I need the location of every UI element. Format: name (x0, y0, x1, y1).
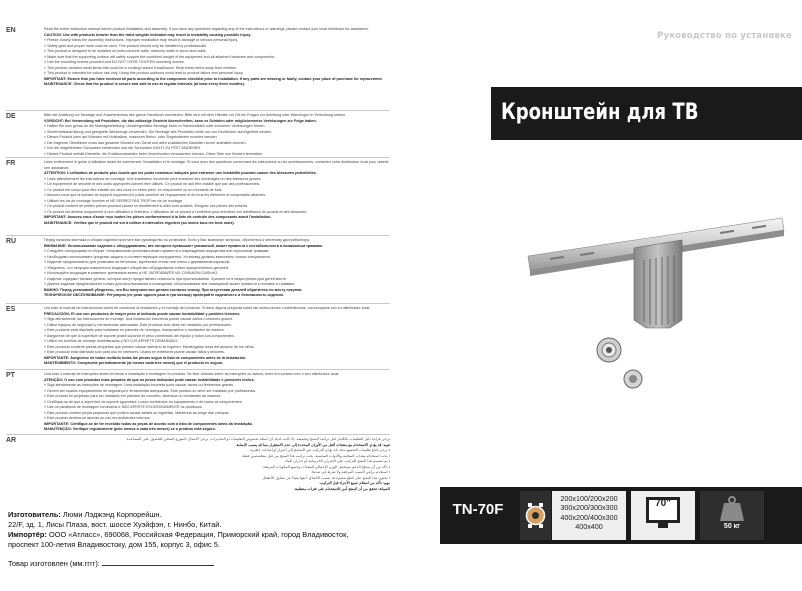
instruction-line: » Siga atentamente as instruções de montagem. Uma instalação incorreta pode causar danos ou ferimentos graves. (44, 383, 235, 387)
lang-code: PT (6, 372, 15, 379)
instruction-line: • تم تصميم هذا المنتج للتركيب على الجدران الخرسانية أو جدران البناء. (284, 459, 390, 463)
instruction-line: » Safety gear and proper tools must be used. This product should only be installed by professionals. (44, 43, 208, 48)
section-divider (6, 110, 390, 111)
instruction-line: » Используйте входящие в комплект крепежные винты и НЕ ЗАТЯГИВАЙТЕ ИХ СЛИШКОМ СИЛЬНО. (44, 271, 219, 275)
nut-icon (622, 368, 644, 390)
instruction-line: Lea todo el manual de instrucciones antes de comenzar la instalación y el montaje del producto. Si tiene alguna pregunta sobre las instrucciones o advertencias, comuníquese con su distribuidor local. (44, 306, 371, 310)
brand-subtitle: Руководство по установке (657, 31, 792, 41)
bracket-illustration (520, 170, 790, 370)
instruction-line: » Un équipement de sécurité et des outils appropriés doivent être utilisés. Ce produit ne doit être installé que par des professionnels. (44, 182, 261, 186)
instruction-line: IMPORTANTE: Asegúrese de haber recibido todas las piezas según la lista de componentes antes de la instalación. (44, 355, 247, 360)
section-divider (6, 235, 390, 236)
instruction-line: » This product is designed to be installed on solid concrete walls, masonry walls or wood stud walls. (44, 49, 207, 53)
instruction-line: ATENÇÃO: O uso com produtos mais pesados do que os pesos indicados pode causar instabilidade e possíveis lesões. (44, 377, 255, 382)
instruction-line: » Изделие содержит мелкие детали, которые могут представлять опасность при проглатывании. Храните их в недоступном для детей месте. (44, 276, 287, 281)
instruction-line: VORSICHT: Bei Verwendung mit Produkten, die das zulässige Gewicht überschreiten, kann es Schäden oder möglicherweise Verletzungen zur Folge haben. (44, 118, 317, 123)
instruction-line: » Nur die mitgelieferten Schrauben verwenden und die Schrauben NICHT ZU FEST ANZIEHEN. (44, 146, 202, 150)
instruction-line: » Utilice equipos de seguridad y herramientas adecuadas. Este producto solo debe ser instalado por profesionales. (44, 322, 232, 327)
instruction-line: » Make sure that the supporting surface will safely support the combined weight of the equipment and all attached hardware and components. (44, 54, 276, 59)
instruction-line: » Необходимо использовать средства защиты и соответствующие инструменты. Установку должны выполнять только специалисты. (44, 254, 272, 259)
date-blank (102, 558, 214, 566)
instruction-line: » Sicherheitsausrüstung und geeignete Werkzeuge verwenden. Die Montage des Produktes sollte nur von Fachleuten durchgeführt werden. (44, 129, 273, 134)
vesa-item: 400x200/400x300 (560, 512, 618, 522)
lang-text (44, 238, 390, 301)
vesa-list (552, 491, 626, 540)
instruction-line: الصيانة: تحقق من أن المنتج آمن للاستخدام على فترات منتظمة. (294, 486, 390, 491)
instruction-line: » Следуйте инструкциям по сборке. Неправильная установка может привести к повреждению имущества или серьезным травмам. (44, 249, 270, 253)
lang-code: DE (6, 113, 16, 120)
instruction-line: » Este produto destina-se apenas ao uso em ambientes internos. (44, 416, 151, 420)
instruction-line: • يحتوي هذا المنتج على قطع صغيرة قد تسبب الاختناق. أبقها بعيدًا عن متناول الأطفال. (261, 475, 390, 480)
lang-text (44, 306, 390, 367)
instruction-line: » Use the mounting screws provided and DO NOT OVER-TIGHTEN mounting screws. (44, 60, 185, 64)
instruction-line: » Este produto foi projetado para ser instalado em paredes de concreto, alvenaria ou montantes de madeira. (44, 394, 222, 398)
manufacturer-address: 22/F, зд. 1, Лисы Плаза, вост. шоссе Хуэйфэн, г. Нинбо, Китай. (8, 520, 222, 529)
section-divider (6, 434, 390, 435)
instruction-line: » Utilisez les vis de montage fournies et NE SERREZ PAS TROP les vis de montage. (44, 198, 184, 203)
instruction-line: » Ce produit est destiné uniquement à une utilisation à l'intérieur. L'utilisation de ce produit à l'extérieur peut entraîner une défaillance du produit et des blessures. (44, 209, 308, 214)
instruction-line: » Certifique-se de que a superfície de suporte aguentará o peso combinado do equipamento e de todos os componentes. (44, 399, 243, 404)
instruction-line: » Este producto está diseñado solo para uso en interiores. Usarlo en exteriores puede causar fallos y lesiones. (44, 350, 225, 354)
instruction-line: • يرجى اتباع تعليمات التجميع بدقة. قد يؤدي التركيب غير الصحيح إلى أضرار أو إصابات خطيرة. (249, 448, 390, 452)
weight-box (700, 491, 764, 540)
instruction-line: • استخدم براغي التثبيت المرفقة ولا تفرط في شدها. (311, 470, 390, 474)
instruction-line: MANTENIMIENTO: Compruebe periódicamente (al menos cada tres meses) que el producto es seguro. (44, 361, 224, 365)
instruction-line: Bitte die Anleitung vor Montage und Zusammenbau des ganze Handbuch durchlesen. Bitte sich mit dem Händler vor Ort bei Fragen zur Anleitung oder Warnungen in Verbindung setzen. (44, 113, 347, 117)
instruction-line: يرجى قراءة دليل التعليمات بالكامل قبل تركيب المنتج وتجميعه. إذا كانت لديك أي أسئلة بخصوص التعليمات أو التحذيرات، يرجى الاتصال بالموزع المحلي للحصول على المساعدة. (125, 437, 390, 441)
instruction-line: IMPORTANT: Ensure that you have received all parts according to the component checklist prior to installation. If any parts are missing or faulty, contact your place of purchase for replacement. (44, 76, 383, 81)
instruction-line: » This product contains small items that could be a choking hazard if swallowed. Keep these items away from children. (44, 65, 238, 70)
title-bar (491, 87, 802, 140)
instruction-line: » Dieses Produkt kann auf Wänden mit Holzbalken, massiven Beton- oder Ziegelwänden montiert werden. (44, 135, 218, 139)
instruction-line: » Данное изделие предназначено только для использования в помещении. Использование вне помещений может привести к поломке и травмам. (44, 282, 295, 286)
instruction-line: مهم: تأكد من استلام جميع الأجزاء قبل التركيب. (318, 481, 390, 485)
instruction-line: ВНИМАНИЕ: Использование изделия с оборудованием, вес которого превышает указанный, может привести к нестабильности и возможным травмам. (44, 243, 323, 248)
instruction-line: » Asegúrese de que la superficie de soporte podrá soportar el peso combinado del equipo y todos sus componentes. (44, 333, 235, 338)
instruction-line: » Este producto está diseñado para instalarse en paredes de hormigón, mampostería o montantes de madera. (44, 328, 225, 332)
lang-text (44, 113, 390, 155)
manufacturer-label: Изготовитель: (8, 510, 61, 519)
importer-text: ООО «Атласс», 690068, Российская Федерация, Приморский край, город Владивосток, (48, 530, 349, 539)
instruction-line: ВАЖНО: Перед установкой убедитесь, что Вы получили все детали согласно списку. При отсутствии деталей обратитесь по месту покупки. (44, 287, 303, 292)
vesa-pattern-icon (520, 491, 551, 540)
instruction-line: تنبيه: قد يؤدي الاستخدام مع منتجات أثقل من الأوزان المحددة إلى عدم الاستقرار مما قد يسبب الإصابة. (235, 442, 390, 447)
lang-code: ES (6, 306, 16, 313)
lang-text (44, 437, 390, 495)
instruction-line: » Please closely follow the assembly instructions. Improper installation may result in damage or serious personal injury. (44, 38, 239, 42)
instruction-line: » Dieses Produkt enthält Kleinteile, die Erstickungsgefahr beim Verschlucken verursachen können. Diese Teile von Kindern fernhalten. (44, 151, 264, 155)
date-label: Товар изготовлен (мм.гггг): (8, 559, 100, 568)
lang-text (44, 27, 390, 108)
instruction-line: » Utilice los tornillos de montaje suministrados y NO LOS APRIETE DEMASIADO. (44, 339, 179, 343)
instruction-line: » Lisez attentivement les instructions de montage. Une installation incorrecte peut entraîner des dommages ou des blessures graves. (44, 176, 262, 181)
lang-code: AR (6, 437, 17, 444)
instruction-line: » Devem ser usados equipamentos de segurança e ferramentas adequadas. Este produto só deve ser instalado por profissionais. (44, 388, 257, 393)
instruction-line: • يجب استخدام معدات السلامة والأدوات المناسبة. يجب تركيب هذا المنتج من قبل متخصصين فقط. (241, 453, 390, 458)
importer-text-2: проспект 100-летия Владивостоку, дом 155, корпус 3, офис 5. (8, 540, 220, 549)
instruction-line: MANUTENÇÃO: Verifique regularmente (pelo menos a cada três meses) se o produto está seguro. (44, 427, 216, 431)
instruction-line: » Изделие предназначено для установки на бетонные, кирпичные стены или стены с деревянным каркасом. (44, 260, 231, 264)
instruction-line: PRECAUCIÓN: El uso con productos de mayor peso al indicado puede causar inestabilidad y posibles lesiones. (44, 311, 241, 316)
manufacturer-line (8, 510, 403, 520)
instruction-line: ТЕХНИЧЕСКОЕ ОБСЛУЖИВАНИЕ: Регулярно (не реже одного раза в три месяца) проверяйте надежность и безопасность изделия. (44, 293, 284, 297)
instruction-line: IMPORTANTE: Certifique-se de ter recebido todas as peças de acordo com a lista de componentes antes da instalação. (44, 421, 253, 426)
instruction-line: » Use os parafusos de montagem fornecidos e NÃO APERTE EXCESSIVAMENTE os parafusos. (44, 405, 203, 409)
instruction-line: Leia todo o manual de instruções antes de iniciar a instalação e montagem do produto. Se tiver dúvidas sobre as instruções ou avisos, entre em contato com o seu distribuidor local. (44, 372, 340, 376)
instruction-line: » Halten Sie sich genau an die Montageanleitung. Unsachgemäße Montage kann zu Sachschäden oder schweren Verletzungen führen. (44, 124, 266, 128)
instruction-line: » Убедитесь, что несущая поверхность выдержит общий вес оборудования и всех прикрепленных деталей. (44, 265, 229, 270)
instruction-line: » This product is intended for indoor use only. Using this product outdoors could lead to product failure and personal injury. (44, 71, 244, 75)
instruction-line: » Ce produit est conçu pour être installé sur des murs en béton plein, en maçonnerie ou en montants de bois. (44, 187, 223, 192)
instruction-line: » Ce produit contient de petites pièces pouvant causer un étouffement si elles sont avalées. Éloignez ces pièces des enfants. (44, 204, 249, 208)
instruction-line: CAUTION: Use with products heavier than the rated weights indicated may result in instability causing possible injury. (44, 32, 252, 37)
instruction-line: MAINTENANCE: Check that the product is secure and safe to use at regular intervals (at least every three months). (44, 82, 245, 86)
vesa-item: 400x400 (575, 521, 603, 531)
instruction-line: Перед началом монтажа и сборки изделия прочтите все руководство по установке. Если у Вас возникнут вопросы, обратитесь к местному дистрибьютору. (44, 238, 310, 242)
page-title: Кронштейн для ТВ (501, 100, 699, 125)
instruction-line: » Die tragende Oberfläche muss das gesamte Gewicht von Gerät und allen zusätzlichen Bauteilen sicher aushalten können. (44, 140, 247, 145)
vesa-item: 200x100/200x200 (560, 494, 618, 503)
lang-text (44, 372, 390, 432)
section-divider (6, 157, 390, 158)
washer-icon (595, 336, 623, 364)
instruction-line: Read the entire instruction manual before product installation and assembly. If you have any questions regarding any of the instructions or warnings, please contact your local distributor for assistance. (44, 27, 370, 31)
lang-code: RU (6, 238, 17, 245)
instruction-line: IMPORTANT: Assurez-vous d'avoir reçu toutes les pièces conformément à la liste de contrôle des composants avant l'installation. (44, 215, 272, 219)
instruction-line: » Siga atentamente las instrucciones de montaje. Una instalación incorrecta puede causar daños o lesiones graves. (44, 317, 234, 321)
model-number: TN-70F (452, 501, 504, 518)
instruction-line: • تأكد من أن سطح الدعم سيتحمل الوزن الإجمالي للمعدات وجميع المكونات المرفقة. (262, 464, 390, 469)
instruction-line: MAINTENANCE: Vérifiez que le produit est sûr à utiliser à intervalles réguliers (au moins tous les trois mois). (44, 220, 235, 225)
vesa-icon-box (520, 491, 551, 540)
instruction-line: » Este producto contiene piezas pequeñas que pueden causar asfixia si se ingieren. Manténgalas fuera del alcance de los niños. (44, 344, 255, 349)
section-divider (6, 369, 390, 370)
tv-stand-icon (658, 523, 668, 528)
section-divider (6, 303, 390, 304)
screen-size-value: 70" (655, 498, 671, 509)
date-line (8, 558, 403, 569)
lang-code: EN (6, 27, 16, 34)
max-weight-value: 50 кг (723, 523, 741, 530)
instruction-line: » Assurez-vous que la surface de support supportera le poids combiné de l'équipement et de tous les éléments et composants attachés. (44, 193, 267, 197)
lang-code: FR (6, 160, 16, 167)
instruction-line: ATTENTION: L'utilisation de produits plus lourds que les poids nominaux indiqués peut entraîner une instabilité pouvant causer des blessures potentielles. (44, 171, 317, 175)
importer-label: Импортёр: (8, 530, 47, 539)
instruction-line: Lisez entièrement le guide d'utilisation avant de commencer l'installation et le montage. Si vous avez des questions concernant les instructions ou les avertissements, contactez votre distributeur local pour obtenir une assistance. (44, 160, 389, 170)
instruction-line: » Este produto contém peças pequenas que podem causar asfixia se ingeridas. Mantenha-as longe das crianças. (44, 410, 230, 415)
vesa-item: 300x200/300x300 (560, 503, 618, 513)
lang-text (44, 160, 390, 233)
weight-icon (700, 491, 764, 540)
importer-line (8, 530, 403, 540)
manufacturer-name: Люми Лэджэнд Корпорейшн. (62, 510, 162, 519)
